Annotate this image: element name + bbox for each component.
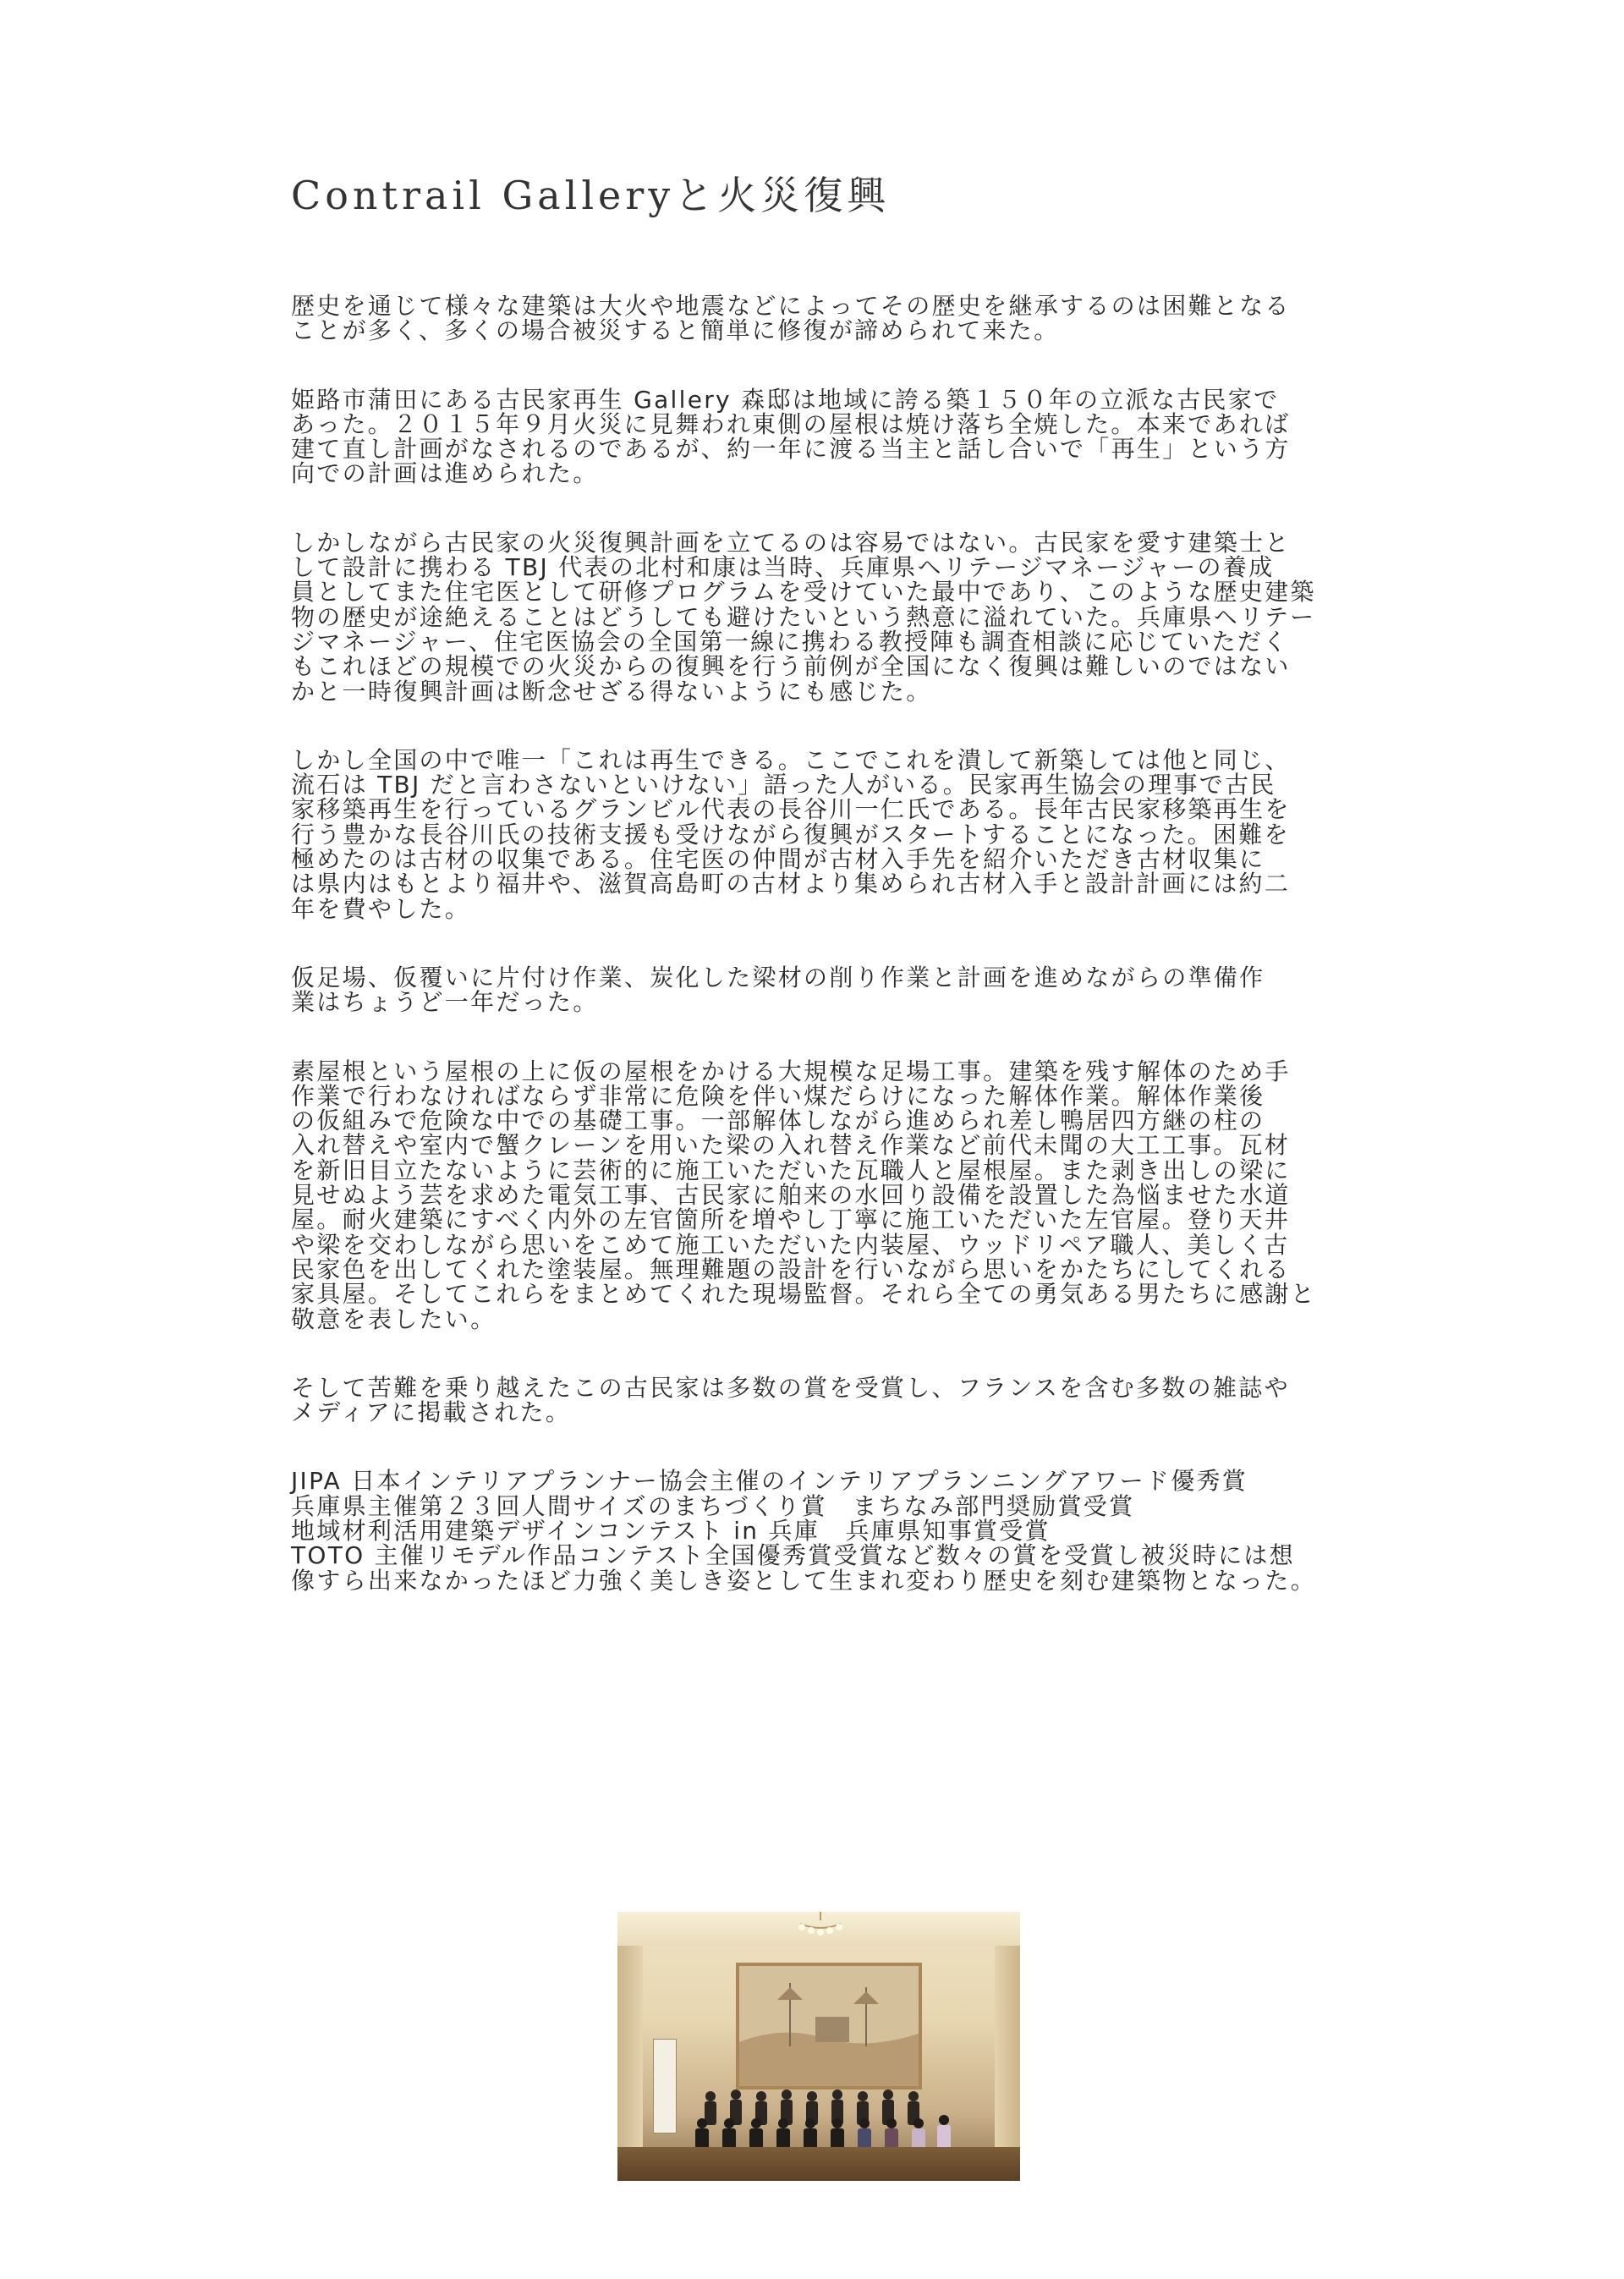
paragraph: しかし全国の中で唯一「これは再生できる。ここでこれを潰して新築しては他と同じ、 流石は TBJ だと言わさないといけない」語った人がいる。民家再生協会の理事で古民 家移築再生を行っているグランビル代表の長谷川一仁氏である。長年古民家移築再生を 行う豊かな長谷川氏の技術支援も受けながら復興がスタートすることになった。困難を 極めたのは古材の収集である。住宅医の仲間が古材入手先を紹介いただき古材収集に は県内はもとより福井や、滋賀高島町の古材より集められ古材入手と設計計画には約二 年を費やした。 <box>291 745 1291 923</box>
paragraph: 姫路市蒲田にある古民家再生 Gallery 森邸は地域に誇る築１５０年の立派な古民家で あった。２０１５年９月火災に見舞われ東側の屋根は焼け落ち全焼した。本来であれば 建て直し計画がなされるのであるが、約一年に渡る当主と話し合いで「再生」という方 向での計画は進められた。 <box>291 385 1291 488</box>
paragraph: しかしながら古民家の火災復興計画を立てるのは容易ではない。古民家を愛す建築士と して設計に携わる TBJ 代表の北村和康は当時、兵庫県ヘリテージマネージャーの養成 員としてまた住宅医として研修プログラムを受けていた最中であり、このような歴史建築 物の歴史が途絶えることはどうしても避けたいという熱意に溢れていた。兵庫県ヘリテー ジマネージャー、住宅医協会の全国第一線に携わる教授陣も調査相談に応じていただく もこれほどの規模での火災からの復興を行う前例が全国になく復興は難しいのではない かと一時復興計画は断念せざる得ないようにも感じた。 <box>291 528 1316 706</box>
award-ceremony-photo <box>617 1912 1020 2181</box>
painting-scene <box>739 1966 919 2086</box>
photo-wall <box>617 1946 643 2181</box>
chandelier-icon <box>795 1912 846 1942</box>
paragraph: 素屋根という屋根の上に仮の屋根をかける大規模な足場工事。建築を残す解体のため手 作業で行わなければならず非常に危険を伴い煤だらけになった解体作業。解体作業後 の仮組みで危険な中での基礎工事。一部解体しながら進められ差し鴨居四方継の柱の 入れ替えや室内で蟹クレーンを用いた梁の入れ替え作業など前代未聞の大工工事。瓦材 を新旧目立たないように芸術的に施工いただいた瓦職人と屋根屋。また剥き出しの梁に 見せぬよう芸を求めた電気工事、古民家に舶来の水回り設備を設置した為悩ませた水道 屋。耐火建築にすべく内外の左官箇所を増やし丁寧に施工いただいた左官屋。登り天井 や梁を交わしながら思いをこめて施工いただいた内装屋、ウッドリペア職人、美しく古 民家色を出してくれた塗装屋。無理難題の設計を行いながら思いをかたちにしてくれる 家具屋。そしてこれらをまとめてくれた現場監督。それら全ての勇気ある男たちに感謝と 敬意を表したい。 <box>291 1057 1317 1333</box>
award-item: TOTO 主催リモデル作品コンテスト全国優秀賞受賞など数々の賞を受賞し被災時には想 像すら出来なかったほど力強く美しき姿として生まれ変わり歴史を刻む建築物となった。 <box>291 1541 1317 1595</box>
photo-floor <box>617 2147 1020 2181</box>
award-item: JIPA 日本インテリアプランナー協会主催のインテリアプランニングアワード優秀賞 <box>291 1467 1248 1496</box>
paragraph: そして苦難を乗り越えたこの古民家は多数の賞を受賞し、フランスを含む多数の雑誌や メディアに掲載された。 <box>291 1373 1290 1427</box>
article <box>291 169 1365 1593</box>
awards-list <box>291 1467 1365 1595</box>
page-title: Contrail Galleryと火災復興 <box>291 173 891 218</box>
photo-wall <box>995 1946 1020 2181</box>
award-item: 地域材利活用建築デザインコンテスト in 兵庫 兵庫県知事賞受賞 <box>291 1516 1051 1545</box>
award-item: 兵庫県主催第２３回人間サイズのまちづくり賞 まちなみ部門奨励賞受賞 <box>291 1491 1135 1520</box>
paragraph: 仮足場、仮覆いに片付け作業、炭化した梁材の削り作業と計画を進めながらの準備作 業はちょうど一年だった。 <box>291 963 1265 1017</box>
painting <box>736 1963 922 2090</box>
paragraph: 歴史を通じて様々な建築は大火や地震などによってその歴史を継承するのは困難となる ことが多く、多くの場合被災すると簡単に修復が諦められて来た。 <box>291 292 1291 345</box>
ceremony-sign <box>653 2039 677 2133</box>
